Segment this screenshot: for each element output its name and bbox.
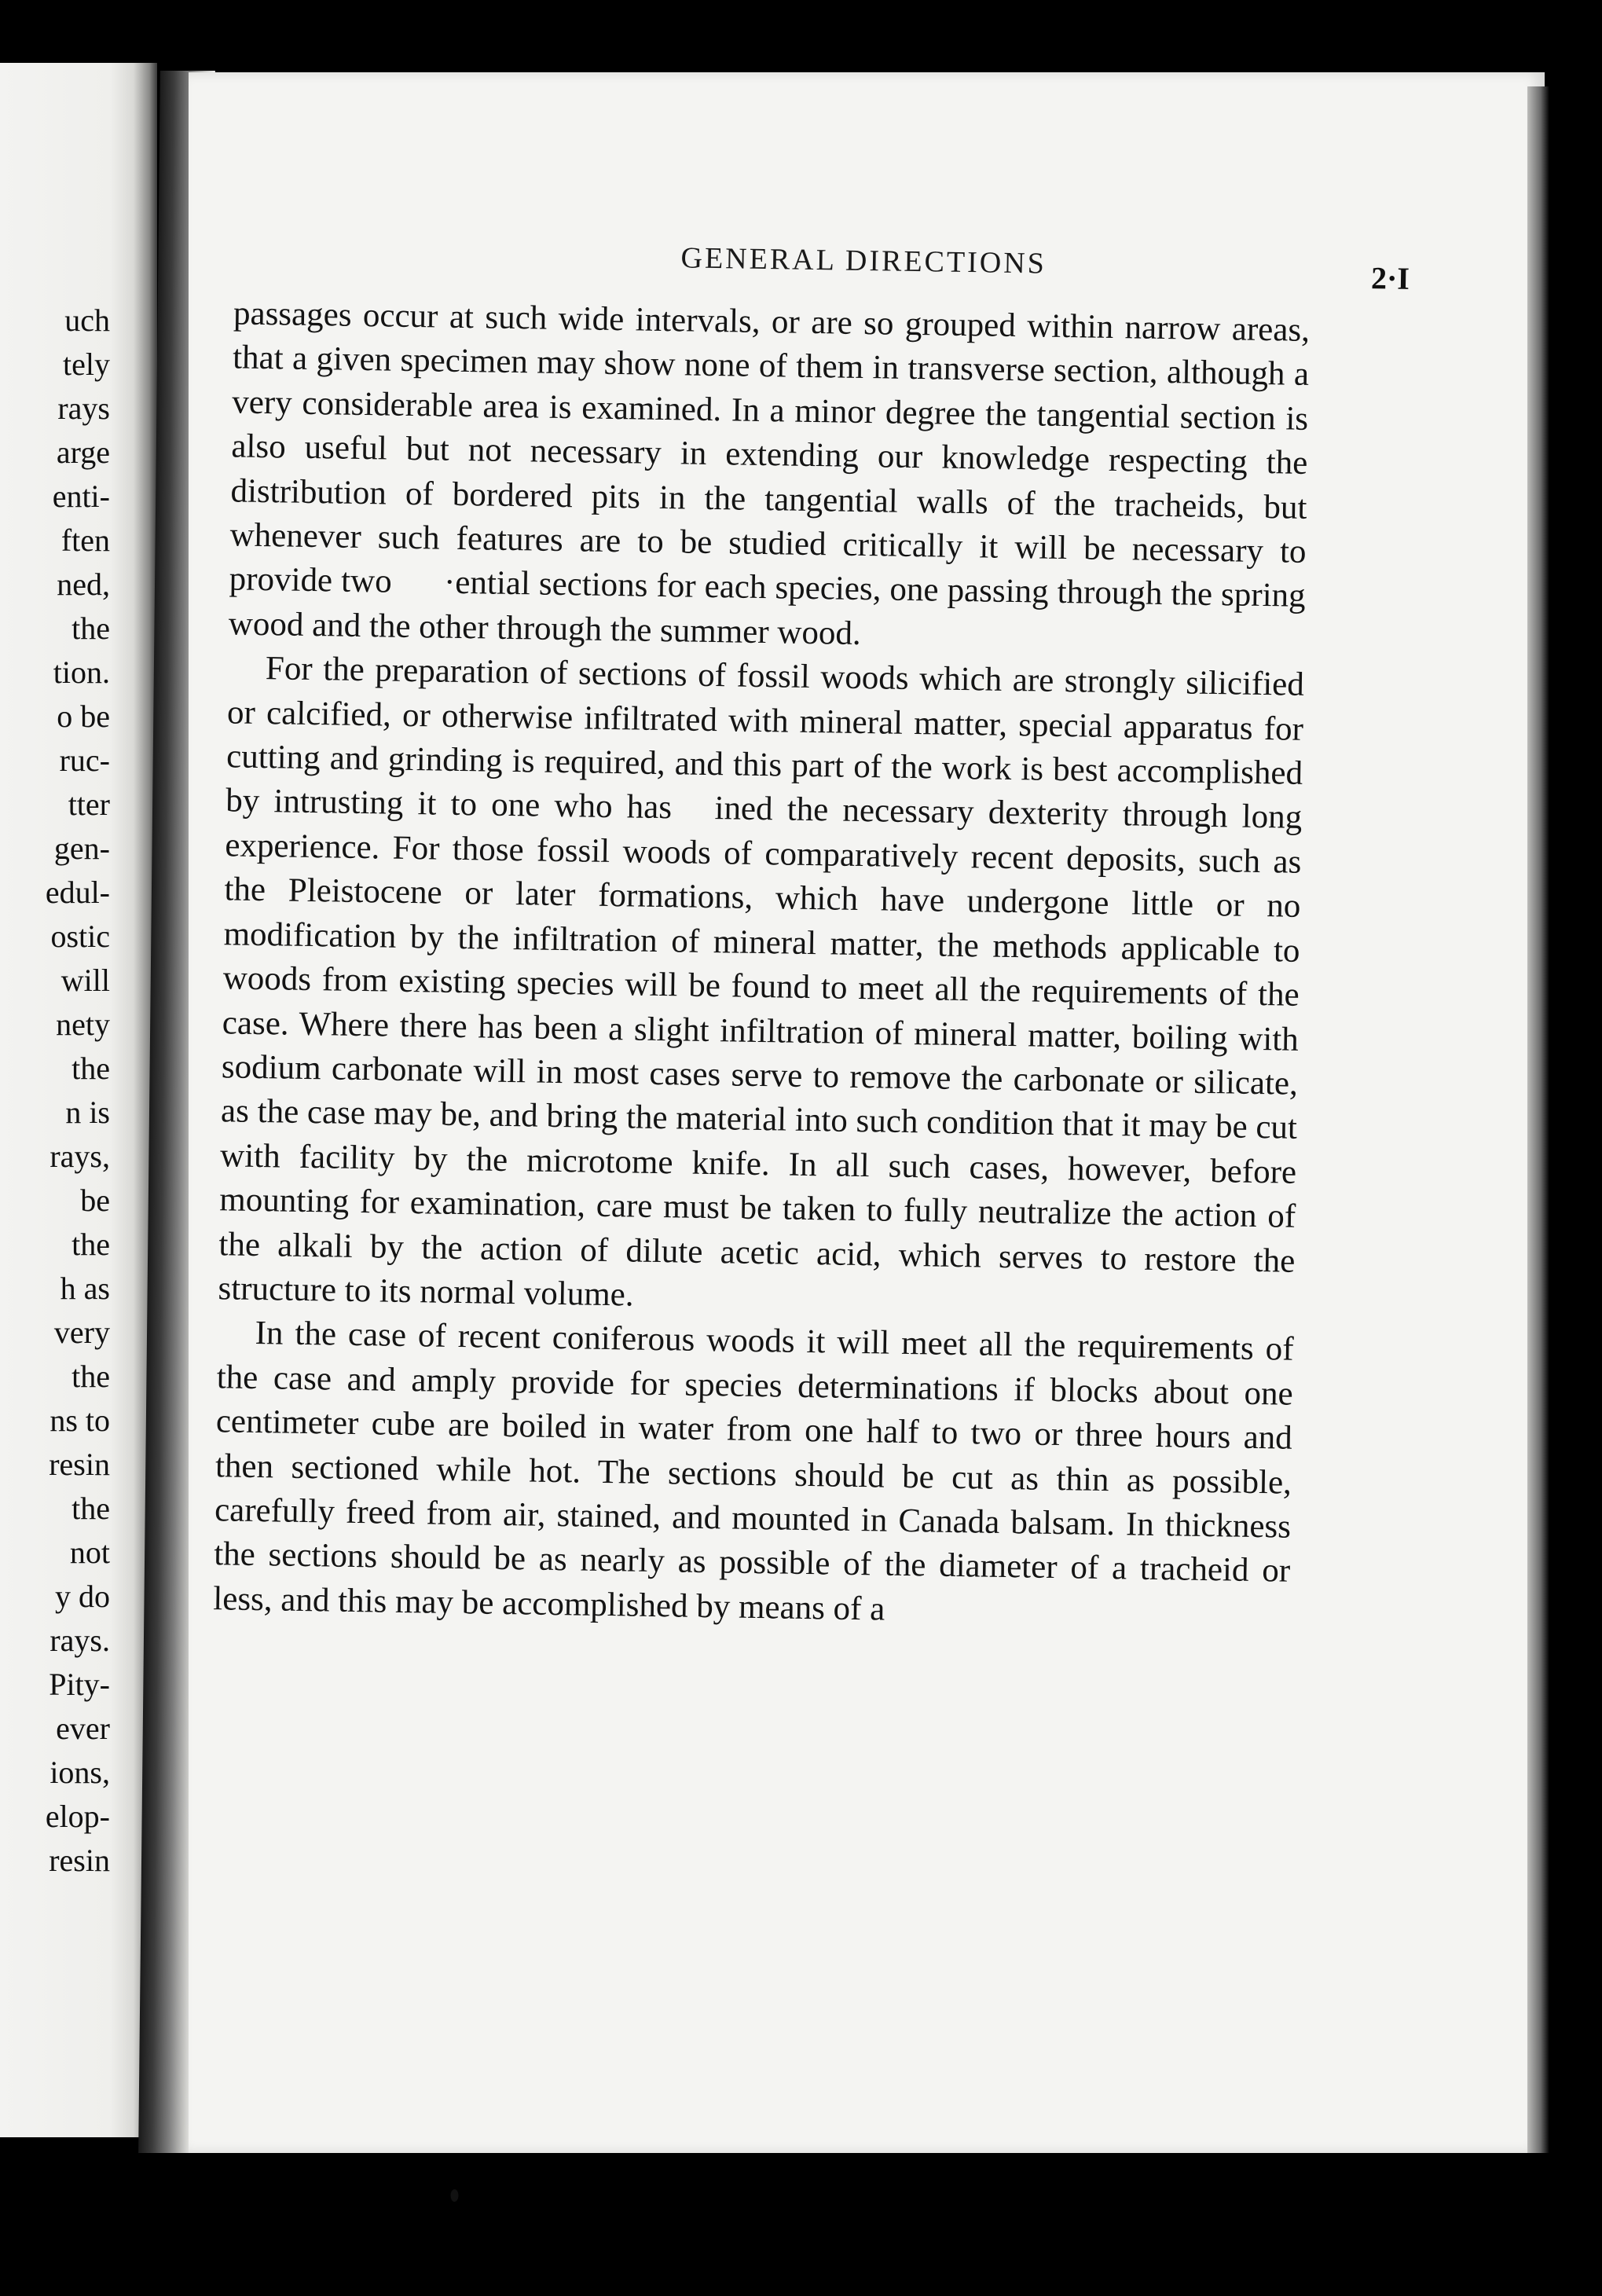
left-page-line: rays. <box>49 1623 110 1658</box>
left-page-line: arge <box>56 435 110 470</box>
left-page-line: resin <box>49 1843 110 1878</box>
left-page-line: be <box>80 1183 110 1218</box>
left-page-line: ions, <box>49 1755 110 1790</box>
left-page-line: ften <box>60 523 110 558</box>
left-page-line: the <box>71 1227 110 1262</box>
left-page-line: not <box>69 1535 110 1570</box>
left-page-line: enti- <box>52 479 110 514</box>
paragraph-2: For the preparation of sections of fossil woods which are strongly silicified or calcified, or otherwise infiltrated with mineral matter, special apparatus for cutting and grinding is required, and this part of the work is best accomplished by intrusting it to one who has ined the necessary dexterity through long experience. For those fossil woods of comparatively recent deposits, such as the Pleistocene or later formations, which have undergone little or no modification by the infiltration of mineral matter, the methods applicable to woods from existing species will be found to meet all the requirements of the case. Where there has been a slight infiltration of mineral matter, boiling with sodium carbonate will in most cases serve to remove the carbonate or silicate, as the case may be, and bring the material into such condition that it may be cut with facility by the microtome knife. In all such cases, however, before mounting for examination, care must be taken to fully neutralize the action of the alkali by the action of dilute acetic acid, which serves to restore the structure to its normal volume. <box>218 650 1305 1314</box>
left-page-line: ever <box>56 1711 110 1746</box>
left-page-line: Pity- <box>49 1667 110 1702</box>
left-page-line: resin <box>49 1447 110 1482</box>
left-page-line: rays, <box>49 1139 110 1174</box>
left-page-line: edul- <box>45 875 110 910</box>
left-page-line: very <box>53 1315 110 1350</box>
left-page-line: tion. <box>53 655 110 690</box>
left-facing-page <box>0 63 157 2137</box>
left-page-line: nety <box>56 1007 110 1042</box>
left-page-line: o be <box>57 699 110 734</box>
running-head: GENERAL DIRECTIONS <box>680 241 1047 281</box>
left-page-text <box>46 299 110 1883</box>
page-number: 2·I <box>1370 260 1410 296</box>
left-page-line: elop- <box>45 1799 110 1834</box>
left-page-line: n is <box>65 1095 110 1130</box>
body-text <box>213 292 1310 1638</box>
ink-mark <box>450 2189 458 2202</box>
left-page-line: tter <box>68 787 110 822</box>
left-page-line: the <box>71 611 110 646</box>
left-page-line: will <box>60 963 110 998</box>
left-page-line: gen- <box>53 831 110 866</box>
page-content <box>156 61 1545 2163</box>
left-page-line: the <box>71 1491 110 1526</box>
paragraph-1: passages occur at such wide intervals, or are so grouped within narrow areas, that a given specimen may show none of them in transverse section, although a very considerable area is examined. In a minor degree the tangential section is also useful but not necessary in extending our knowledge respecting the distribution of bordered pits in the tangential walls of the tracheids, but whenever such features are to be studied critically it will be necessary to provide two ·ential sections for each species, one passing through the spring wood and the other through the summer wood. <box>228 295 1311 652</box>
left-page-line: ned, <box>57 567 110 602</box>
right-page <box>189 72 1545 2153</box>
left-page-line: y do <box>55 1579 110 1614</box>
left-page-line: ostic <box>50 919 110 954</box>
page-edge-shadow <box>1527 86 1549 2153</box>
left-page-line: the <box>71 1359 110 1394</box>
paragraph-3: In the case of recent coniferous woods it will meet all the requirements of the case and amply provide for species determinations if blocks about one centimeter cube are boiled in water from one half to two or three hours and then sectioned while hot. The sections should be cut as thin as possible, carefully freed from air, stained, and mounted in Canada balsam. In thickness the sections should be as nearly as possible of the diameter of a tracheid or less, and this may be accomplished by means of a <box>213 1315 1294 1628</box>
left-page-line: uch <box>64 303 110 338</box>
left-page-line: ns to <box>49 1403 110 1438</box>
left-page-line: the <box>71 1051 110 1086</box>
left-page-line: tely <box>63 347 110 382</box>
left-page-line: rays <box>57 391 110 426</box>
left-page-line: h as <box>60 1271 110 1306</box>
left-page-line: ruc- <box>59 743 110 778</box>
